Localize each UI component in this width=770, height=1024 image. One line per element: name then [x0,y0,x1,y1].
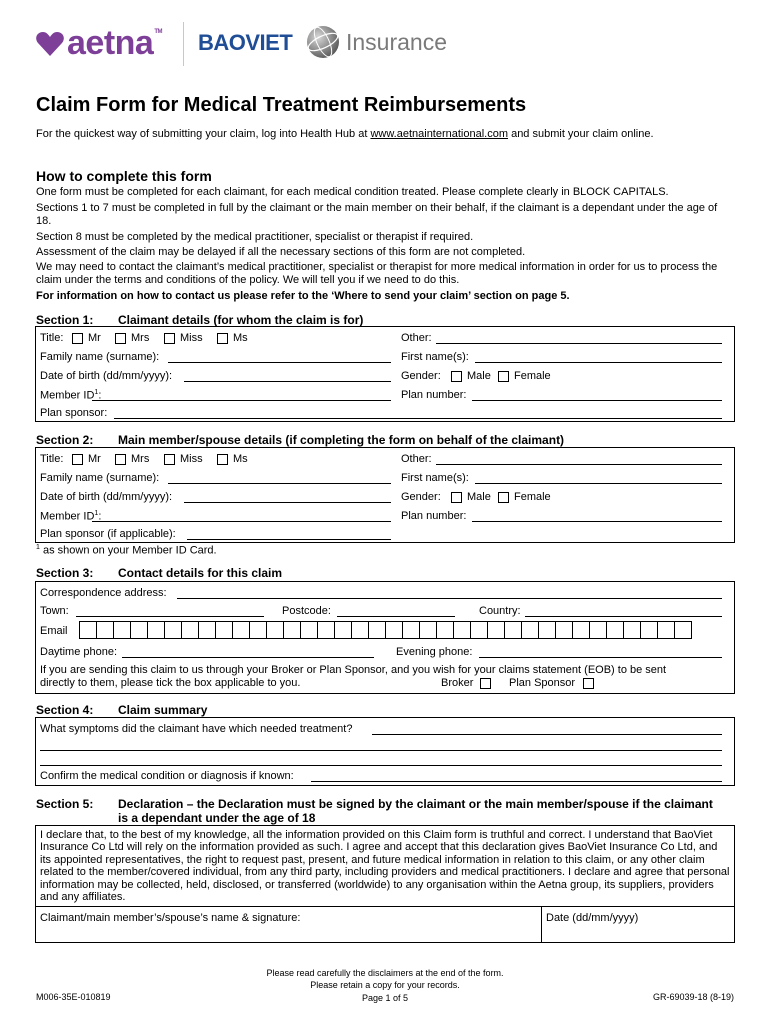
mm-member-id-colon: : [98,510,102,523]
postcode-label: Postcode: [282,605,331,617]
other-title-field[interactable] [436,343,722,344]
mm-plan-sponsor-field[interactable] [187,539,391,540]
symptoms-field-line1[interactable] [372,734,722,735]
postcode-field[interactable] [337,616,455,617]
plan-sponsor-field[interactable] [114,418,722,419]
email-char-box[interactable] [283,621,301,639]
mm-title-label: Title: [40,453,64,465]
how-to-p4: Assessment of the claim may be delayed if all the necessary sections of this form are not completed. [36,246,526,258]
title-miss-label: Miss [180,332,203,344]
mm-gender-label: Gender: [401,491,441,503]
mm-title-miss-label: Miss [180,453,203,465]
email-char-box[interactable] [589,621,607,639]
footer-retain-copy: Please retain a copy for your records. [310,980,460,990]
plan-sponsor-eob-checkbox[interactable] [583,678,594,689]
aetna-wordmark: aetna [67,24,154,62]
how-to-p2: Sections 1 to 7 must be completed in full by the claimant or the main member on their behalf, if the claimant is a dependant under the age of 18. [36,202,718,227]
mm-other-title-field[interactable] [436,464,722,465]
email-char-box[interactable] [538,621,556,639]
member-id-field[interactable] [92,400,391,401]
first-names-field[interactable] [475,362,722,363]
email-label: Email [40,625,68,637]
title-miss-checkbox[interactable] [164,333,175,344]
email-char-box[interactable] [402,621,420,639]
email-char-box[interactable] [504,621,522,639]
mm-plan-number-field[interactable] [472,521,722,522]
email-char-box[interactable] [521,621,539,639]
footer-disclaimer: Please read carefully the disclaimers at the end of the form. [266,968,504,978]
signature-label: Claimant/main member’s/spouse’s name & signature: [40,912,301,924]
mm-title-mr-checkbox[interactable] [72,454,83,465]
email-char-box[interactable] [555,621,573,639]
broker-checkbox[interactable] [480,678,491,689]
how-to-p5: We may need to contact the claimant’s medical practitioner, specialist or therapist for more medical information in order for us to process the claim under the terms and conditions of the policy. We will tell you if we need to do this. [36,261,718,286]
intro-after: and submit your claim online. [508,128,654,140]
intro-before: For the quickest way of submitting your claim, log into Health Hub at [36,128,371,140]
gender-male-label: Male [467,370,491,382]
correspondence-label: Correspondence address: [40,587,167,599]
first-names-label: First name(s): [401,351,469,363]
email-char-box[interactable] [470,621,488,639]
email-char-box[interactable] [317,621,335,639]
family-name-label: Family name (surname): [40,351,160,363]
section3-title: Contact details for this claim [118,566,283,580]
symptoms-field-line2[interactable] [40,750,722,751]
page-title: Claim Form for Medical Treatment Reimbursements [36,94,527,116]
email-char-box[interactable] [572,621,590,639]
section5-number: Section 5: [36,797,94,811]
plan-sponsor-label: Plan sponsor: [40,407,108,419]
evening-phone-field[interactable] [479,657,722,658]
mm-first-names-field[interactable] [475,483,722,484]
footnote-sup: 1 [36,544,40,551]
email-char-box[interactable] [198,621,216,639]
email-char-box[interactable] [300,621,318,639]
email-char-box[interactable] [215,621,233,639]
section1-number: Section 1: [36,313,94,327]
title-mr-label: Mr [88,332,101,344]
mm-member-id-field[interactable] [92,521,391,522]
insurance-wordmark: Insurance [346,29,448,55]
baoviet-wordmark: BAOVIET [198,30,293,55]
title-mrs-label: Mrs [131,332,150,344]
mm-first-names-label: First name(s): [401,472,469,484]
signature-field[interactable] [40,926,535,941]
title-mrs-checkbox[interactable] [115,333,126,344]
mm-family-name-label: Family name (surname): [40,472,160,484]
email-char-box[interactable] [249,621,267,639]
email-char-box[interactable] [334,621,352,639]
symptoms-field-line3[interactable] [40,765,722,766]
mm-title-mr-label: Mr [88,453,101,465]
mm-plan-sponsor-label: Plan sponsor (if applicable): [40,528,176,540]
section5-title: Declaration – the Declaration must be signed by the claimant or the main member/spouse if the claimant is a dependant under the age of 18 [118,797,713,825]
mm-gender-female-checkbox[interactable] [498,492,509,503]
broker-text-line1: If you are sending this claim to us through your Broker or Plan Sponsor, and you wish for your claims statement (EOB) to be sent [40,664,667,676]
daytime-phone-label: Daytime phone: [40,646,118,658]
section2-number: Section 2: [36,433,94,447]
gender-male-checkbox[interactable] [451,371,462,382]
email-char-box[interactable] [368,621,386,639]
email-char-box[interactable] [436,621,454,639]
email-char-box[interactable] [487,621,505,639]
dob-label: Date of birth (dd/mm/yyyy): [40,370,173,382]
email-char-box[interactable] [266,621,284,639]
email-char-box[interactable] [623,621,641,639]
title-ms-label: Ms [233,332,248,344]
email-char-box[interactable] [232,621,250,639]
section3-number: Section 3: [36,566,94,580]
email-field[interactable] [79,621,691,639]
intro-text [36,128,654,140]
email-char-box[interactable] [147,621,165,639]
logo-divider [183,22,184,66]
mm-other-title-label: Other: [401,453,432,465]
how-to-p1: One form must be completed for each claimant, for each medical condition treated. Please complete clearly in BLOCK CAPITALS. [36,186,669,198]
how-to-p6: For information on how to contact us please refer to the ‘Where to send your claim’ section on page 5. [36,290,570,302]
member-id-text: Member ID [40,389,95,402]
email-char-box[interactable] [453,621,471,639]
email-char-box[interactable] [96,621,114,639]
section4-title: Claim summary [118,703,208,717]
declaration-date-label: Date (dd/mm/yyyy) [546,912,639,924]
member-id-sup: 1 [94,389,99,396]
form-code: M006-35E-010819 [36,992,111,1002]
footnote-text: as shown on your Member ID Card. [39,544,217,557]
doc-reference: GR-69039-18 (8-19) [652,992,734,1002]
page-number: Page 1 of 5 [361,993,409,1003]
email-char-box[interactable] [657,621,675,639]
section1-title: Claimant details (for whom the claim is for) [118,313,364,327]
plan-number-label: Plan number: [401,389,467,401]
plan-number-field[interactable] [472,400,722,401]
email-char-box[interactable] [674,621,692,639]
country-label: Country: [479,605,521,617]
daytime-phone-field[interactable] [122,657,374,658]
mm-member-id-sup: 1 [94,510,99,517]
member-id-colon: : [98,389,102,402]
email-char-box[interactable] [351,621,369,639]
diagnosis-field[interactable] [311,781,722,782]
family-name-field[interactable] [168,362,391,363]
email-char-box[interactable] [113,621,131,639]
broker-text-line2: directly to them, please tick the box applicable to you. [40,677,301,689]
email-char-box[interactable] [640,621,658,639]
email-char-box[interactable] [385,621,403,639]
mm-gender-male-checkbox[interactable] [451,492,462,503]
how-to-heading: How to complete this form [36,168,212,184]
declaration-date-field[interactable] [546,926,730,941]
title-mr-checkbox[interactable] [72,333,83,344]
mm-plan-number-label: Plan number: [401,510,467,522]
email-char-box[interactable] [79,621,97,639]
mm-family-name-field[interactable] [168,483,391,484]
mm-title-ms-label: Ms [233,453,248,465]
section4-number: Section 4: [36,703,94,717]
email-char-box[interactable] [419,621,437,639]
diagnosis-label: Confirm the medical condition or diagnosis if known: [40,770,294,782]
heart-icon [36,32,64,56]
mm-title-mrs-checkbox[interactable] [115,454,126,465]
country-field[interactable] [525,616,722,617]
correspondence-field[interactable] [177,598,722,599]
town-field[interactable] [76,616,264,617]
gender-female-label: Female [514,370,551,382]
evening-phone-label: Evening phone: [396,646,473,658]
aetna-logo: aetna TM [36,24,162,63]
mm-title-miss-checkbox[interactable] [164,454,175,465]
signature-date-divider [541,906,542,943]
town-label: Town: [40,605,69,617]
title-ms-checkbox[interactable] [217,333,228,344]
mm-gender-female-label: Female [514,491,551,503]
how-to-p3: Section 8 must be completed by the medical practitioner, specialist or therapist if required. [36,231,474,243]
mm-title-ms-checkbox[interactable] [217,454,228,465]
health-hub-link[interactable]: www.aetnainternational.com [370,128,509,140]
mm-dob-field[interactable] [184,502,391,503]
mm-title-mrs-label: Mrs [131,453,150,465]
email-char-box[interactable] [130,621,148,639]
member-id-footnote [36,544,217,557]
mm-gender-male-label: Male [467,491,491,503]
other-title-label: Other: [401,332,432,344]
globe-icon [306,25,340,59]
title-label: Title: [40,332,64,344]
section2-title: Main member/spouse details (if completing the form on behalf of the claimant) [118,433,565,447]
gender-label: Gender: [401,370,441,382]
email-char-box[interactable] [164,621,182,639]
broker-label: Broker [441,677,474,689]
dob-field[interactable] [184,381,391,382]
email-char-box[interactable] [606,621,624,639]
mm-dob-label: Date of birth (dd/mm/yyyy): [40,491,173,503]
mm-member-id-text: Member ID [40,510,95,523]
declaration-text: I declare that, to the best of my knowledge, all the information provided on this Claim form is truthful and correct. I understand that BaoViet Insurance Co Ltd will rely on the information provided as such. I agree and accept that this declaration gives BaoViet Insurance Co Ltd, and its appointed representatives, the right to request past, present, and future medical information in relation to this claim, or any other claim related to the member/covered individual, from any third party, including providers and medical practitioners. I declare and agree that personal information may be collected, held, disclosed, or transferred (worldwide) to any organisation within the Aetna group, its suppliers, providers and any affiliates. [40,829,730,904]
plan-sponsor-eob-label: Plan Sponsor [509,677,576,689]
gender-female-checkbox[interactable] [498,371,509,382]
symptoms-label: What symptoms did the claimant have which needed treatment? [40,723,353,735]
email-char-box[interactable] [181,621,199,639]
signature-row-divider [35,906,735,907]
